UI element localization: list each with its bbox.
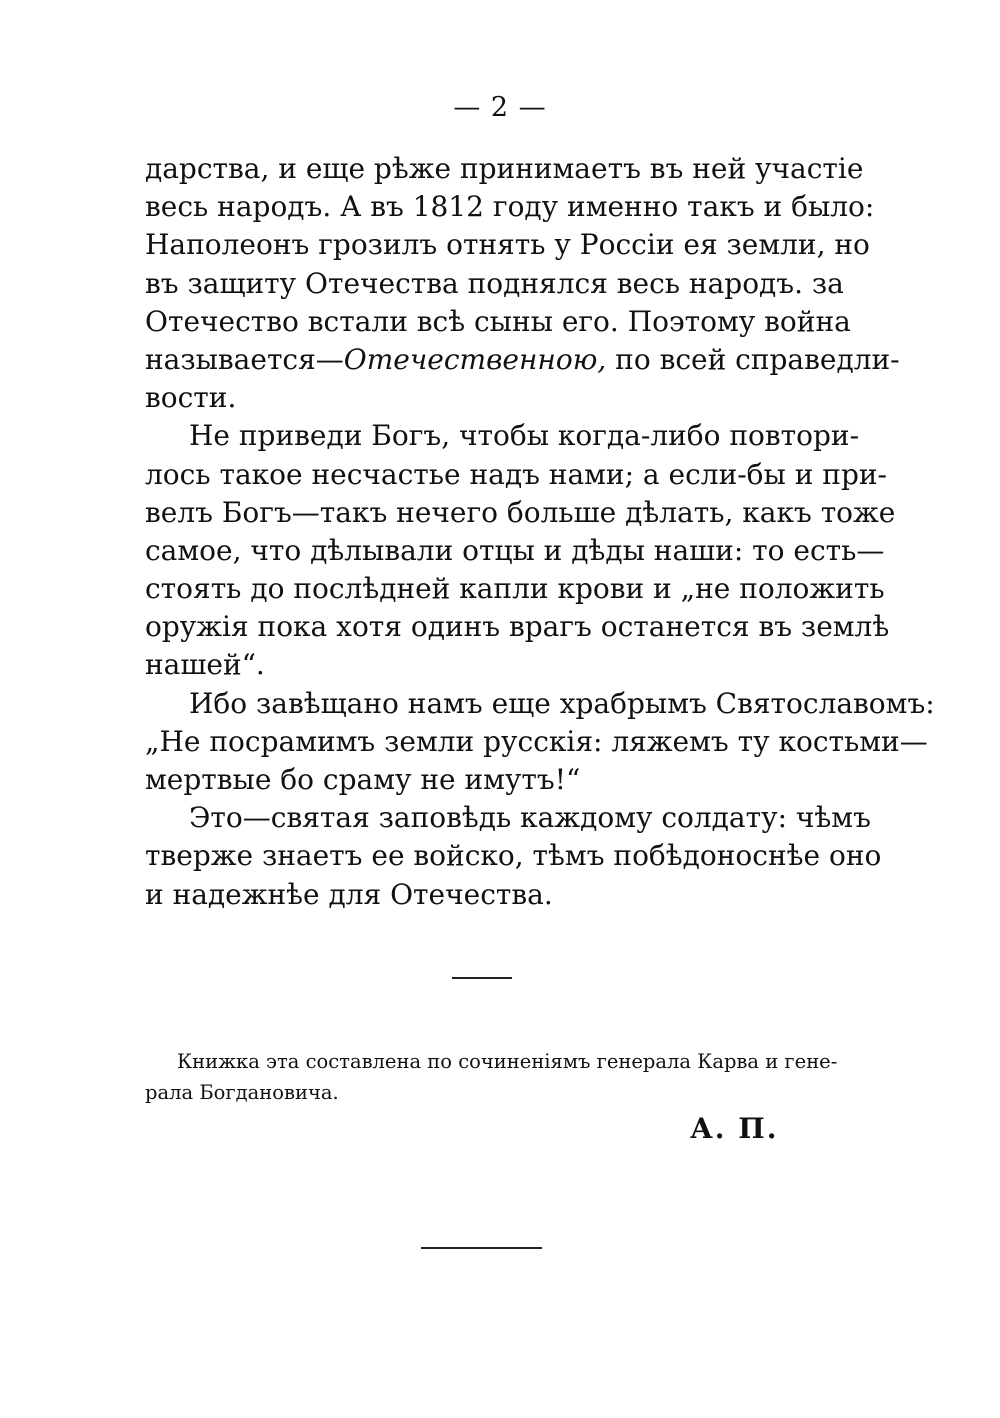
text-line: лось такое несчастье надъ нами; а если-бы и при-: [145, 457, 887, 491]
text-line: стоять до послѣдней капли крови и „не положить: [145, 572, 885, 606]
text-line: и надежнѣе для Отечества.: [145, 877, 553, 911]
text-line: мертвые бо сраму не имутъ!“: [145, 763, 581, 796]
text-line: Отечество встали всѣ сыны его. Поэтому война: [145, 304, 851, 338]
footnote-line: Книжка эта составлена по сочиненіямъ генерала Карва и гене-: [177, 1050, 838, 1073]
text-line: весь народъ. А въ 1812 году именно такъ и было:: [145, 190, 875, 224]
text-line: тверже знаетъ ее войско, тѣмъ побѣдоноснѣе оно: [145, 839, 882, 873]
text-line-emphasis: [145, 341, 900, 379]
text-line: оружія пока хотя одинъ врагъ останется въ землѣ: [145, 610, 890, 644]
text-line: „Не посрамимъ земли русскія: ляжемъ ту костьми—: [145, 724, 928, 758]
emphasized-word: Отечественною,: [343, 342, 607, 376]
page-number: — 2 —: [453, 92, 547, 123]
section-divider: [452, 977, 512, 979]
text-line: въ защиту Отечества поднялся весь народъ. за: [145, 266, 844, 300]
text-line: велъ Богъ—такъ нечего больше дѣлать, какъ тоже: [145, 495, 896, 529]
text-segment: называется—: [145, 342, 344, 376]
text-line: самое, что дѣлывали отцы и дѣды наши: то есть—: [145, 533, 885, 567]
author-signature: А. П.: [690, 1112, 779, 1145]
text-line: дарства, и еще рѣже принимаетъ въ ней участіе: [145, 152, 864, 185]
paragraph-first-line: Это—святая заповѣдь каждому солдату: чѣмъ: [189, 801, 871, 835]
footnote: [145, 1046, 838, 1108]
paragraph-first-line: Ибо завѣщано намъ еще храбрымъ Святославомъ:: [189, 686, 935, 720]
text-segment: по всей справедли-: [615, 342, 900, 376]
paragraph-first-line: Не приведи Богъ, чтобы когда-либо повтори-: [189, 419, 860, 453]
footnote-line: рала Богдановича.: [145, 1081, 339, 1104]
end-divider: [421, 1247, 542, 1249]
body-text: [145, 150, 935, 914]
text-line: Наполеонъ грозилъ отнять у Россіи ея земли, но: [145, 228, 870, 262]
text-line: вости.: [145, 381, 237, 415]
text-line: нашей“.: [145, 648, 265, 682]
